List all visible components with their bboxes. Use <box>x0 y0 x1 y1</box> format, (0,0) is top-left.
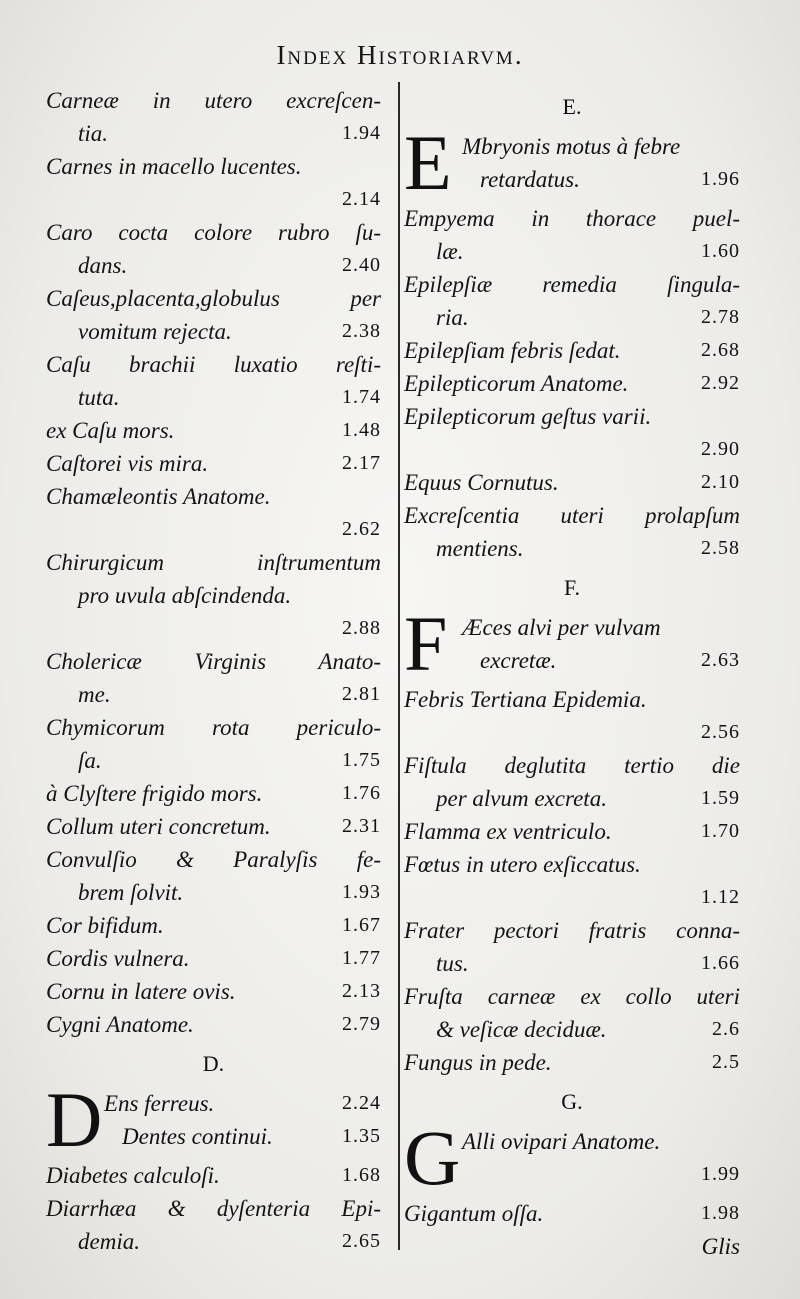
index-entry <box>404 367 740 400</box>
entry-continuation: ſa. <box>78 748 102 773</box>
entry-text: Caſu brachii luxatio reſti- <box>46 352 381 377</box>
index-entry <box>46 480 381 546</box>
entry-text: Excreſcentia uteri prolapſum <box>404 503 740 528</box>
entry-text: Fruſta carneæ ex collo uteri <box>404 984 740 1009</box>
index-entry <box>404 683 740 749</box>
entry-reference: 1.96 <box>701 168 740 190</box>
entry-text: Epilepſiam febris ſedat. <box>404 338 621 363</box>
drop-cap-letter: G <box>404 1114 461 1201</box>
entry-reference: 1.75 <box>342 749 381 771</box>
entry-continuation: pro uvula abſcindenda. <box>78 583 292 608</box>
section-heading-g: G. <box>561 1089 583 1114</box>
section-heading-e: E. <box>562 94 582 119</box>
entry-text: Frater pectori fratris conna- <box>404 918 740 943</box>
index-entry <box>404 268 740 334</box>
index-entry <box>46 645 381 711</box>
drop-cap-entry <box>46 1076 381 1163</box>
entry-continuation: & veſicæ deciduæ. <box>436 1017 607 1042</box>
entry-reference: 2.5 <box>712 1051 740 1073</box>
column-divider <box>398 82 400 1250</box>
entry-reference: 2.38 <box>342 320 381 342</box>
entry-text: Collum uteri concretum. <box>46 814 271 839</box>
entry-reference: 1.35 <box>342 1125 381 1147</box>
entry-text: Caro cocta colore rubro ſu- <box>46 220 381 245</box>
entry-text: Flamma ex ventriculo. <box>404 819 612 844</box>
entry-text: Epilepticorum Anatome. <box>404 371 629 396</box>
index-entry <box>46 546 381 645</box>
entry-reference: 2.10 <box>701 471 740 493</box>
index-entry <box>404 749 740 815</box>
entry-reference: 1.98 <box>701 1202 740 1224</box>
entry-continuation: brem ſolvit. <box>78 880 184 905</box>
index-entry <box>404 334 740 367</box>
index-entry <box>46 711 381 777</box>
entry-continuation: vomitum rejecta. <box>78 319 232 344</box>
entry-reference: 2.68 <box>701 339 740 361</box>
entry-text: Fœtus in utero exſiccatus. <box>404 852 641 877</box>
entry-text: Carnes in macello lucentes. <box>46 154 302 179</box>
index-entry <box>46 1008 381 1041</box>
index-entry <box>46 942 381 975</box>
entry-reference: 2.17 <box>342 452 381 474</box>
index-entry <box>46 810 381 843</box>
entry-text: Cordis vulnera. <box>46 946 190 971</box>
entry-continuation: excretæ. 2.63 <box>404 644 740 677</box>
entry-reference: 1.99 <box>701 1163 740 1185</box>
entry-text: Chamæleontis Anatome. <box>46 484 271 509</box>
entry-reference: 2.63 <box>701 649 740 671</box>
index-entry <box>46 84 381 150</box>
entry-text: Empyema in thorace puel- <box>404 206 740 231</box>
index-entry <box>46 282 381 348</box>
entry-reference: 2.88 <box>342 617 381 639</box>
entry-text: Carneæ in utero excreſcen- <box>46 88 381 113</box>
entry-text: Caſeus,placenta,globulus per <box>46 286 381 311</box>
entry-continuation: retardatus. 1.96 <box>404 163 740 196</box>
entry-reference: 2.24 <box>342 1092 381 1114</box>
entry-text: Æces alvi per vulvam <box>462 615 661 640</box>
entry-reference: 2.79 <box>342 1013 381 1035</box>
entry-continuation: Dentes continui. 1.35 <box>46 1120 381 1153</box>
entry-reference: 1.48 <box>342 419 381 441</box>
entry-reference: 1.59 <box>701 787 740 809</box>
index-entry <box>404 914 740 980</box>
entry-text: Equus Cornutus. <box>404 470 559 495</box>
entry-continuation: ria. <box>436 305 469 330</box>
index-entry <box>46 447 381 480</box>
drop-cap-letter: D <box>46 1076 103 1163</box>
left-column <box>46 84 381 1258</box>
index-entry <box>46 975 381 1008</box>
entry-reference: 2.81 <box>342 683 381 705</box>
index-entry <box>404 1046 740 1079</box>
section-heading-f: F. <box>564 575 580 600</box>
entry-text: Convulſio & Paralyſis fe- <box>46 847 381 872</box>
entry-text: Chirurgicum inſtrumentum <box>46 550 381 575</box>
entry-text: ex Caſu mors. <box>46 418 175 443</box>
index-entry <box>404 980 740 1046</box>
index-entry <box>404 848 740 914</box>
entry-reference: 2.58 <box>701 537 740 559</box>
entry-reference: 2.40 <box>342 254 381 276</box>
entry-text: Epilepticorum geſtus varii. <box>404 404 652 429</box>
entry-reference: 2.31 <box>342 815 381 837</box>
section-heading-d: D. <box>202 1051 225 1076</box>
entry-reference: 2.14 <box>342 188 381 210</box>
entry-continuation: mentiens. <box>436 536 524 561</box>
index-entry <box>46 843 381 909</box>
entry-reference: 2.13 <box>342 980 381 1002</box>
index-entry <box>46 1192 381 1258</box>
index-entry <box>404 815 740 848</box>
entry-reference: 1.66 <box>701 952 740 974</box>
entry-continuation: demia. <box>78 1229 140 1254</box>
entry-continuation: me. <box>78 682 111 707</box>
entry-text: Cor bifidum. <box>46 913 164 938</box>
entry-text: à Clyſtere frigido mors. <box>46 781 263 806</box>
entry-text: Gigantum oſſa. <box>404 1201 544 1226</box>
entry-text: Fiſtula deglutita tertio die <box>404 753 740 778</box>
entry-reference: 2.6 <box>712 1018 740 1040</box>
entry-reference: 1.94 <box>342 122 381 144</box>
index-entry <box>46 216 381 282</box>
entry-reference: 2.62 <box>342 518 381 540</box>
index-entry <box>46 777 381 810</box>
index-entry <box>404 1197 740 1230</box>
entry-text: Ens ferreus. 2.24 <box>46 1087 381 1120</box>
entry-text: Chymicorum rota periculo- <box>46 715 381 740</box>
index-entry <box>404 466 740 499</box>
entry-text: Cygni Anatome. <box>46 1012 194 1037</box>
entry-reference: 2.56 <box>701 721 740 743</box>
entry-continuation: dans. <box>78 253 128 278</box>
entry-text: Epilepſiæ remedia ſingula- <box>404 272 740 297</box>
entry-continuation <box>404 1158 740 1191</box>
entry-reference: 1.67 <box>342 914 381 936</box>
index-entry <box>46 348 381 414</box>
drop-cap-letter: E <box>404 119 452 206</box>
entry-continuation: læ. <box>436 239 464 264</box>
drop-cap-entry <box>404 119 740 206</box>
entry-continuation: per alvum excreta. <box>436 786 607 811</box>
index-entry <box>46 909 381 942</box>
index-entry <box>46 1159 381 1192</box>
entry-text: Febris Tertiana Epidemia. <box>404 687 647 712</box>
entry-reference: 1.77 <box>342 947 381 969</box>
entry-reference: 2.78 <box>701 306 740 328</box>
entry-text: Cholericæ Virginis Anato- <box>46 649 381 674</box>
entry-reference: 2.90 <box>701 438 740 460</box>
entry-reference: 2.65 <box>342 1230 381 1252</box>
index-entry <box>404 400 740 466</box>
entry-text: Mbryonis motus à febre <box>462 134 681 159</box>
entry-reference: 1.74 <box>342 386 381 408</box>
entry-reference: 1.12 <box>701 886 740 908</box>
entry-reference: 1.76 <box>342 782 381 804</box>
right-column <box>404 84 740 1263</box>
index-entry <box>404 499 740 565</box>
entry-text: Cornu in latere ovis. <box>46 979 236 1004</box>
entry-reference: 1.93 <box>342 881 381 903</box>
entry-continuation: tus. <box>436 951 469 976</box>
index-entry <box>46 414 381 447</box>
index-entry <box>404 202 740 268</box>
page-header: Index Historiarvm. <box>276 40 524 70</box>
drop-cap-entry <box>404 600 740 687</box>
entry-reference: 1.60 <box>701 240 740 262</box>
entry-reference: 1.68 <box>342 1164 381 1186</box>
entry-continuation: tia. <box>78 121 109 146</box>
entry-text: Alli ovipari Anatome. <box>462 1129 661 1154</box>
index-entry <box>46 150 381 216</box>
drop-cap-entry <box>404 1114 740 1201</box>
entry-text: Fungus in pede. <box>404 1050 552 1075</box>
entry-text: Diabetes calculoſi. <box>46 1163 220 1188</box>
entry-reference: 2.92 <box>701 372 740 394</box>
catchword: Glis <box>701 1234 740 1259</box>
entry-continuation: tuta. <box>78 385 120 410</box>
entry-text: Diarrhæa & dyſenteria Epi- <box>46 1196 381 1221</box>
entry-text: Caſtorei vis mira. <box>46 451 209 476</box>
drop-cap-letter: F <box>404 600 448 687</box>
entry-reference: 1.70 <box>701 820 740 842</box>
